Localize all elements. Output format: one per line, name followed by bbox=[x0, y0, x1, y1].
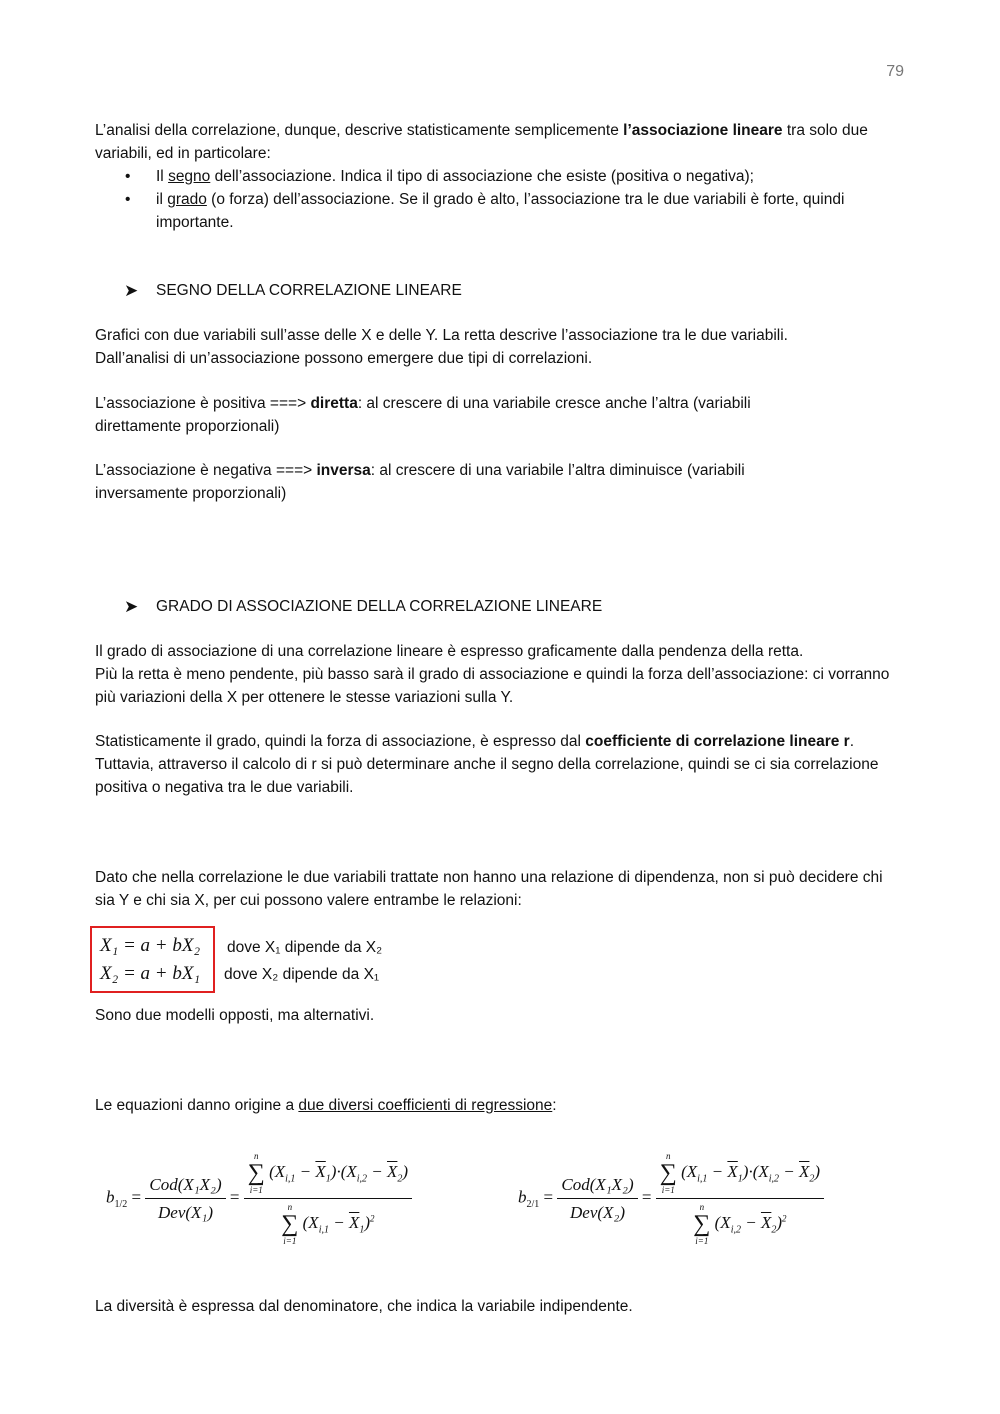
models-paragraph: Sono due modelli opposti, ma alternativi. bbox=[95, 1007, 375, 1024]
fraction-sum-expression: n ∑ i=1 $(X_{i,1} - \overline{X}_1)\cdot(X_{i,2} - \overline{X}_2)$ n ∑ i=1 $(X_{i,2} - \overline{X}_2)^2$ bbox=[656, 1150, 824, 1247]
arrowhead-bullet-icon: ➤ bbox=[124, 597, 139, 616]
intro-paragraph: L’analisi della correlazione, dunque, descrive statisticamente semplicemente l’associazione lineare tra solo due variabili, ed in particolare: bbox=[95, 122, 868, 162]
section-heading-grado: ➤ GRADO DI ASSOCIAZIONE DELLA CORRELAZIONE LINEARE bbox=[124, 597, 603, 616]
page-number: 79 bbox=[886, 63, 904, 80]
bullet-icon: • bbox=[125, 168, 131, 185]
segno-paragraph: Grafici con due variabili sull’asse delle X e delle Y. La retta descrive l’associazione tra le due variabili. Dall’analisi di un’associazione possono emergere due tipi di correlazioni. bbox=[95, 327, 788, 367]
closing-paragraph: La diversità è espressa dal denominatore, che indica la variabile indipendente. bbox=[95, 1298, 633, 1315]
summation-icon: n ∑ i=1 bbox=[693, 1202, 711, 1246]
fraction-cod-dev: $\frac{\text{Cod(X₁X₂)}}{\text{Dev(X₁)}}$ bbox=[145, 1173, 225, 1224]
equation-x2-description: dove X₂ dipende da X₁ bbox=[224, 966, 380, 983]
list-item: • Il segno dell’associazione. Indica il tipo di associazione che esiste (positiva o negativa); bbox=[120, 165, 880, 188]
equation-x2: X₂ = a + bX₁ bbox=[100, 963, 201, 984]
negative-association-paragraph: L’associazione è negativa ===> inversa: al crescere di una variabile l’altra diminuisce (variabili inversamente proporzionali) bbox=[95, 462, 745, 502]
equation-x1-description: dove X₁ dipende da X₂ bbox=[227, 939, 383, 956]
summation-icon: n ∑ i=1 bbox=[659, 1151, 677, 1195]
regression-equations-box bbox=[90, 926, 215, 993]
equation-x1: X₁ = a + bX₂ bbox=[100, 935, 201, 956]
equazioni-paragraph: Le equazioni danno origine a due diversi coefficienti di regressione: bbox=[95, 1097, 557, 1114]
positive-association-paragraph: L’associazione è positiva ===> diretta: al crescere di una variabile cresce anche l’altra (variabili direttamente proporzionali) bbox=[95, 395, 751, 435]
list-item: • il grado (o forza) dell’associazione. Se il grado è alto, l’associazione tra le due variabili è forte, quindi importante. bbox=[120, 188, 880, 234]
formula-b12: $b_{1/2}$ = $\frac{\text{Cod(X₁X₂)}}{\text{Dev(X₁)}}$ = n ∑ i=1 $(X_{i,1} - \overline{X}_1)\cdot(X_{i,2} - \overline{X}_2)$ n ∑ i=1 $(X_{i,1} - \overline{X}_1)^2$ bbox=[106, 1150, 412, 1247]
dato-paragraph: Dato che nella correlazione le due variabili trattate non hanno una relazione di dipendenza, non si può decidere chi sia Y e chi sia X, per cui possono valere entrambe le relazioni: bbox=[95, 869, 883, 909]
summation-icon: n ∑ i=1 bbox=[247, 1151, 265, 1195]
summation-icon: n ∑ i=1 bbox=[281, 1202, 299, 1246]
formula-b21: $b_{2/1}$ = $\frac{\text{Cod(X₁X₂)}}{\text{Dev(X₂)}}$ = n ∑ i=1 $(X_{i,1} - \overline{X}_1)\cdot(X_{i,2} - \overline{X}_2)$ n ∑ i=1 $(X_{i,2} - \overline{X}_2)^2$ bbox=[518, 1150, 824, 1247]
statistical-paragraph: Statisticamente il grado, quindi la forza di associazione, è espresso dal coefficiente di correlazione lineare r. Tuttavia, attraverso il calcolo di r si può determinare anche il segno della correlazione, quindi se ci sia correlazione positiva o negativa tra le due variabili. bbox=[95, 733, 879, 796]
fraction-sum-expression: n ∑ i=1 $(X_{i,1} - \overline{X}_1)\cdot(X_{i,2} - \overline{X}_2)$ n ∑ i=1 $(X_{i,1} - \overline{X}_1)^2$ bbox=[244, 1150, 412, 1247]
fraction-cod-dev: $\frac{\text{Cod(X₁X₂)}}{\text{Dev(X₂)}}$ bbox=[557, 1173, 637, 1224]
intro-bold-term: l’associazione lineare bbox=[623, 122, 783, 139]
grado-paragraph: Il grado di associazione di una correlazione lineare è espresso graficamente dalla pendenza della retta. Più la retta è meno pendente, più basso sarà il grado di associazione e quindi la forza dell’associazione: ci vorranno più variazioni della X per ottenere le stesse variazioni sulla Y. bbox=[95, 643, 890, 706]
bullet-icon: • bbox=[125, 191, 131, 208]
arrowhead-bullet-icon: ➤ bbox=[124, 281, 139, 300]
bullet-list bbox=[120, 165, 880, 234]
section-heading-segno: ➤ SEGNO DELLA CORRELAZIONE LINEARE bbox=[124, 281, 462, 300]
